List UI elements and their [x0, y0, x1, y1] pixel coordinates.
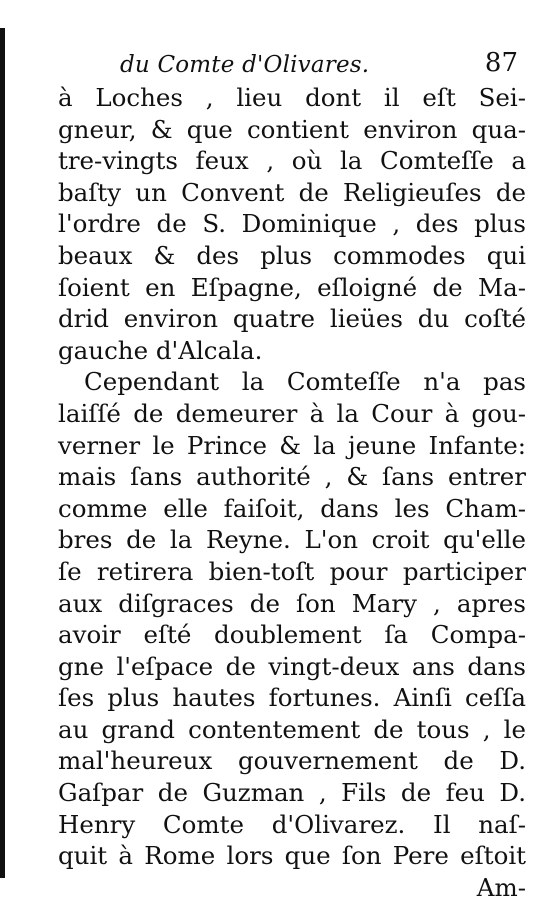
binding-edge — [0, 28, 5, 878]
text-line: laiſſé de demeurer à la Cour à gou- — [58, 398, 526, 428]
text-line: gne l'eſpace de vingt-deux ans dans — [58, 651, 526, 681]
text-line: tre-vingts feux , où la Comteſſe a — [58, 146, 526, 176]
text-line: l'ordre de S. Dominique , des plus — [58, 209, 526, 239]
text-line: avoir eſté doublement ſa Compa- — [58, 620, 526, 650]
text-line: baſty un Convent de Religieuſes de — [58, 177, 526, 207]
text-line: au grand contentement de tous , le — [58, 714, 526, 744]
text-line: verner le Prince & la jeune Infante: — [58, 430, 526, 460]
catchword: Am- — [476, 872, 526, 902]
text-line: aux diſgraces de ſon Mary , apres — [58, 588, 526, 618]
text-line: Henry Comte d'Olivarez. Il naſ- — [58, 809, 526, 839]
page-number: 87 — [484, 48, 518, 78]
text-line: comme elle faiſoit, dans les Cham- — [58, 493, 526, 523]
text-line: gneur, & que contient environ qua- — [58, 114, 526, 144]
text-line: à Loches , lieu dont il eſt Sei- — [58, 83, 526, 112]
text-line: quit à Rome lors que ſon Pere eſtoit — [58, 841, 526, 871]
text-line: ſoient en Eſpagne, eſloigné de Ma- — [58, 272, 526, 302]
text-line: gauche d'Alcala. — [58, 335, 263, 365]
page-header — [60, 44, 530, 84]
text-line: Cependant la Comteſſe n'a pas — [84, 367, 526, 397]
text-line: mais ſans authorité , & ſans entrer — [58, 462, 526, 492]
text-line: drid environ quatre lieües du coſté — [58, 304, 526, 334]
running-head: du Comte d'Olivares. — [120, 52, 370, 78]
text-line: ſes plus hautes fortunes. Ainſi ceſſa — [58, 683, 526, 713]
text-line: beaux & des plus commodes qui — [58, 240, 526, 270]
text-line: ſe retirera bien-toſt pour participer — [58, 556, 526, 586]
text-line: Gaſpar de Guzman , Fils de feu D. — [58, 778, 526, 808]
page-text — [58, 82, 526, 903]
text-line: mal'heureux gouvernement de D. — [58, 746, 526, 776]
text-line: bres de la Reyne. L'on croit qu'elle — [58, 525, 526, 555]
